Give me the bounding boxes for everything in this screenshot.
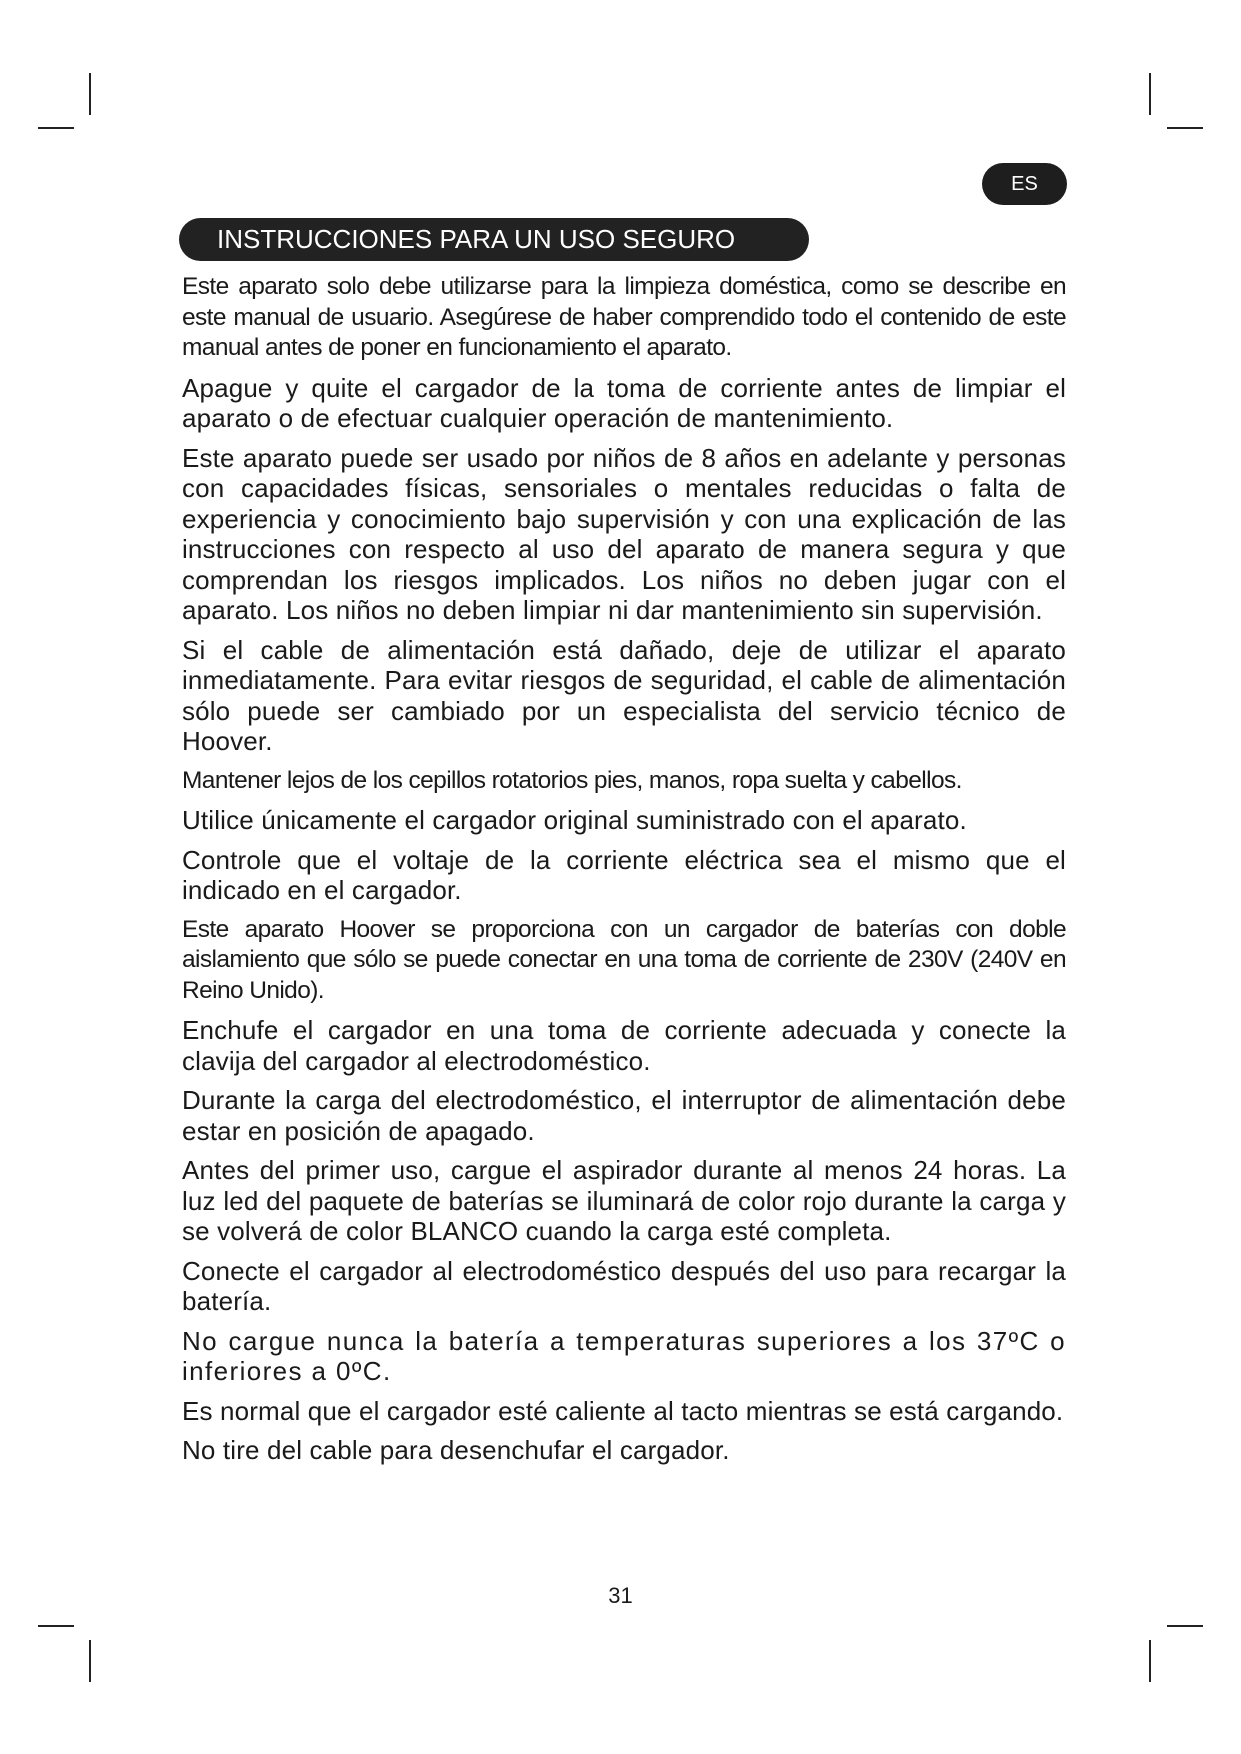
paragraph: Conecte el cargador al electrodoméstico después del uso para recargar la batería.: [182, 1255, 1066, 1316]
section-title: INSTRUCCIONES PARA UN USO SEGURO: [179, 218, 809, 261]
language-badge: ES: [982, 163, 1067, 205]
paragraph: Enchufe el cargador en una toma de corriente adecuada y conecte la clavija del cargador al electrodoméstico.: [182, 1015, 1066, 1076]
paragraph: Utilice únicamente el cargador original suministrado con el aparato.: [182, 805, 967, 835]
paragraph: Apague y quite el cargador de la toma de corriente antes de limpiar el aparato o de efectuar cualquier operación de mantenimiento.: [182, 372, 1066, 433]
crop-mark: [38, 1625, 74, 1627]
paragraph: No tire del cable para desenchufar el cargador.: [182, 1435, 730, 1465]
paragraph: Este aparato puede ser usado por niños de 8 años en adelante y personas con capacidades físicas, sensoriales o mentales reducidas o falta de experiencia y conocimiento bajo supervisión y con una explicación de las instrucciones con respecto al uso del aparato de manera segura y que comprendan los riesgos implicados. Los niños no deben jugar con el aparato. Los niños no deben limpiar ni dar mantenimiento sin supervisión.: [182, 442, 1066, 625]
paragraph: Antes del primer uso, cargue el aspirador durante al menos 24 horas. La luz led del paquete de baterías se iluminará de color rojo durante la carga y se volverá de color BLANCO cuando la carga esté completa.: [182, 1155, 1066, 1246]
crop-mark: [1167, 127, 1203, 129]
crop-mark: [1167, 1625, 1203, 1627]
paragraph: Este aparato Hoover se proporciona con un cargador de baterías con doble aislamiento que sólo se puede conectar en una toma de corriente de 230V (240V en Reino Unido).: [182, 915, 1066, 1004]
instructions-body: [182, 272, 1066, 1475]
crop-mark: [89, 1640, 91, 1682]
paragraph: Durante la carga del electrodoméstico, el interruptor de alimentación debe estar en posición de apagado.: [182, 1085, 1066, 1146]
paragraph: Es normal que el cargador esté caliente al tacto mientras se está cargando.: [182, 1395, 1064, 1426]
paragraph: Si el cable de alimentación está dañado, deje de utilizar el aparato inmediatamente. Para evitar riesgos de seguridad, el cable de alimentación sólo puede ser cambiado por un especialista del servicio técnico de Hoover.: [182, 634, 1066, 756]
crop-mark: [38, 127, 74, 129]
paragraph: Este aparato solo debe utilizarse para la limpieza doméstica, como se describe en este manual de usuario. Asegúrese de haber comprendido todo el contenido de este manual antes de poner en funcionamiento el aparato.: [182, 273, 1066, 361]
paragraph: Mantener lejos de los cepillos rotatorios pies, manos, ropa suelta y cabellos.: [182, 766, 962, 794]
crop-mark: [1149, 73, 1151, 115]
crop-mark: [89, 73, 91, 115]
paragraph: Controle que el voltaje de la corriente eléctrica sea el mismo que el indicado en el cargador.: [182, 844, 1066, 905]
page-number: 31: [608, 1583, 633, 1608]
paragraph: No cargue nunca la batería a temperaturas superiores a los 37ºC o inferiores a 0ºC.: [182, 1325, 1066, 1386]
crop-mark: [1149, 1640, 1151, 1682]
